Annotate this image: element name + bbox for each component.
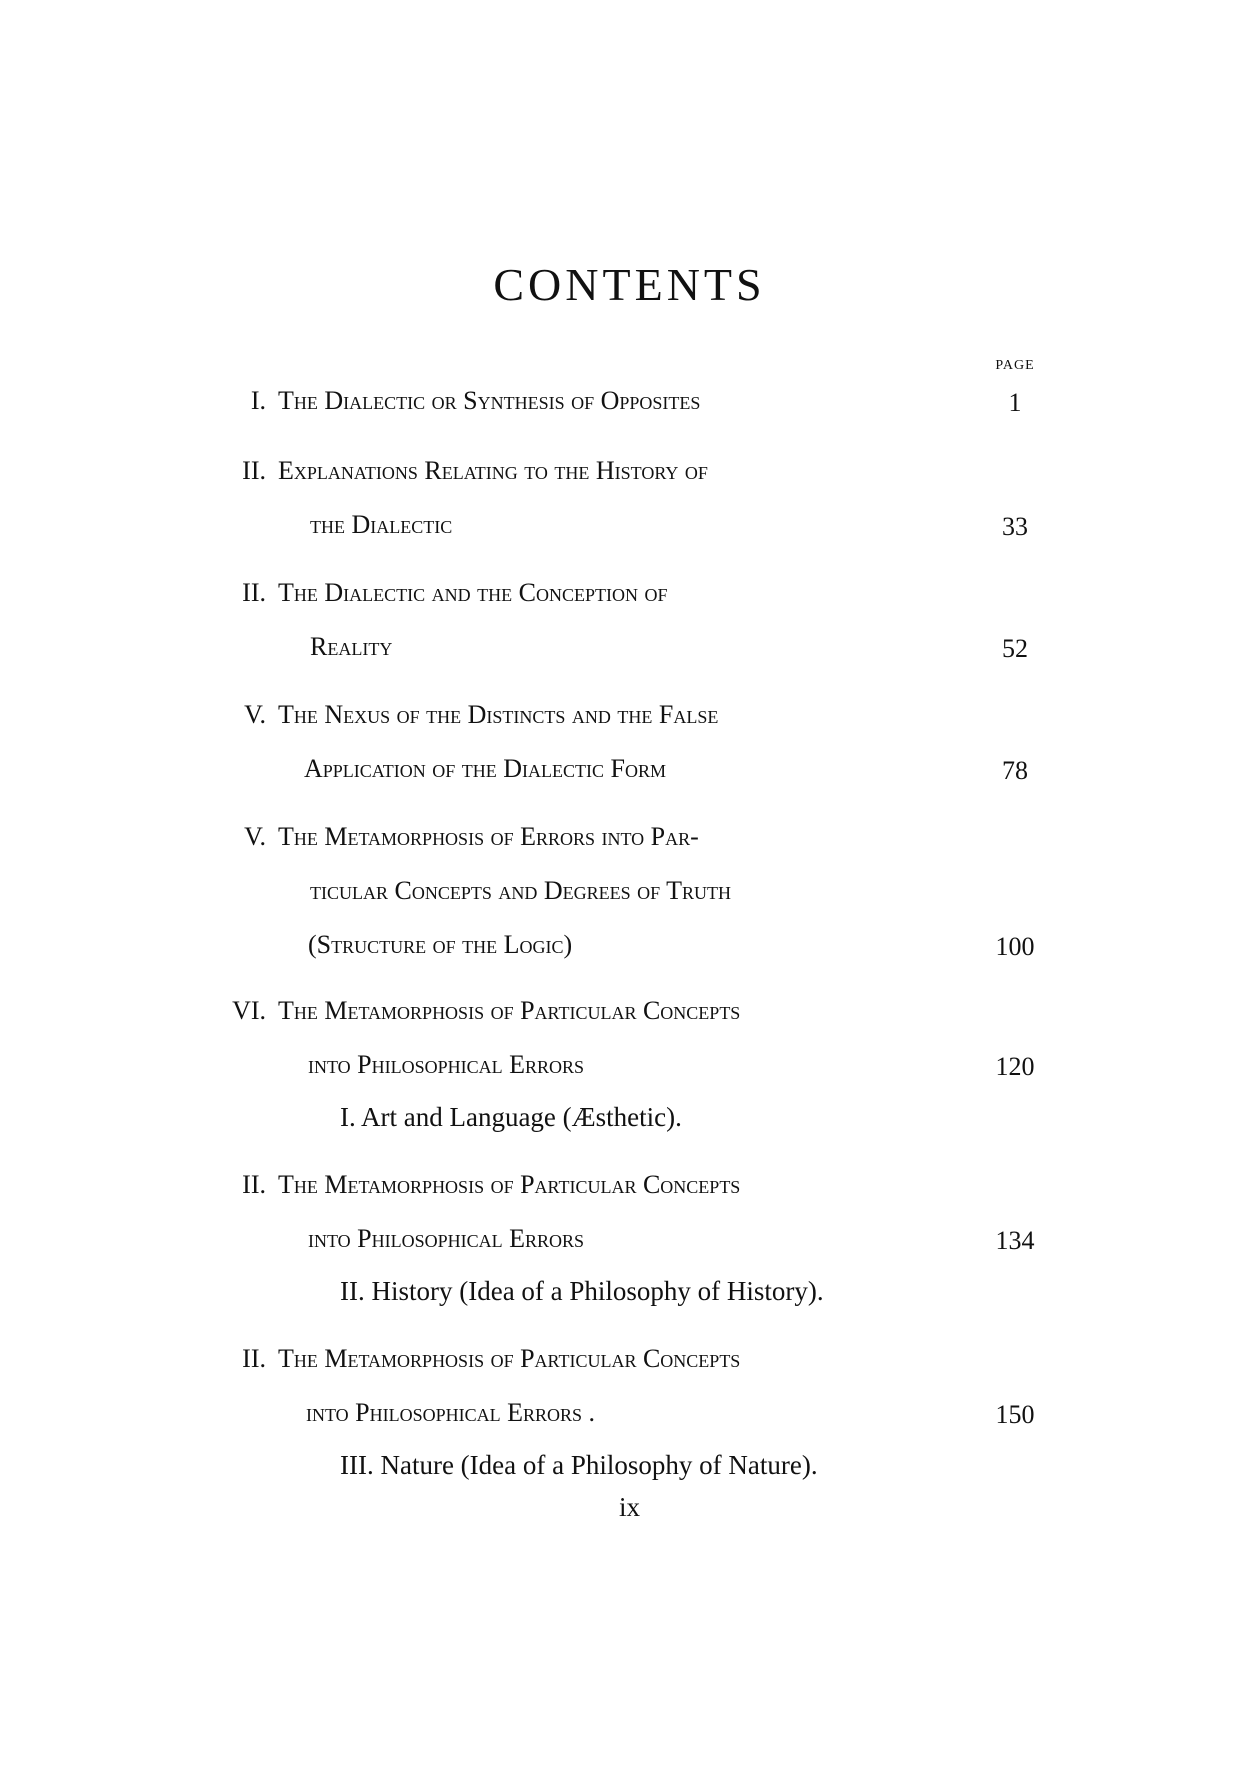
toc-entry-8-line-1: II. The Metamorphosis of Particular Concepts <box>214 1346 740 1372</box>
toc-entry-3-page: 52 <box>1002 634 1028 663</box>
toc-entry-3-line-2: Reality <box>310 632 393 661</box>
toc-entry-6-line-1: VI. The Metamorphosis of Particular Concepts <box>214 998 740 1024</box>
toc-entry-2-numeral: II. <box>242 456 266 485</box>
toc-entry-6-subtitle: I. Art and Language (Æsthetic). <box>340 1102 682 1132</box>
toc-entry-5-line-2: ticular Concepts and Degrees of Truth <box>310 876 732 905</box>
toc-entry-5-line-3: (Structure of the Logic) <box>308 930 573 959</box>
toc-entry-7-line-1: II. The Metamorphosis of Particular Concepts <box>214 1172 740 1198</box>
toc-entry-8-line-2: into Philosophical Errors . <box>306 1398 596 1427</box>
toc-entry-2-page: 33 <box>1002 512 1028 541</box>
page-title: CONTENTS <box>493 259 766 310</box>
toc-entry-3-line-1: II. The Dialectic and the Conception of <box>214 580 667 606</box>
toc-entry-4-line-1: V. The Nexus of the Distincts and the False <box>214 702 718 728</box>
toc-entry-6-line-2: into Philosophical Errors <box>308 1050 585 1079</box>
toc-entry-1-page: 1 <box>1008 388 1022 417</box>
toc-entry-1-numeral: I. <box>250 386 266 415</box>
toc-entry-6-page: 120 <box>995 1052 1035 1081</box>
toc-entry-5-line-1: V. The Metamorphosis of Errors into Par- <box>214 824 699 850</box>
toc-entry-7-page: 134 <box>995 1226 1035 1255</box>
toc-entry-5-page: 100 <box>995 932 1035 961</box>
toc-entry-2-line-1: II. Explanations Relating to the History of <box>214 458 964 484</box>
toc-entry-4-line-2: Application of the Dialectic Form <box>304 754 667 783</box>
toc-entry-7-line-2: into Philosophical Errors <box>308 1224 585 1253</box>
toc-entry-5-numeral: V. <box>244 822 266 851</box>
toc-entry-2-line-2: the Dialectic <box>310 510 453 539</box>
toc-entry-4-numeral: V. <box>244 700 266 729</box>
toc-entry-1-line-1: I. The Dialectic or Synthesis of Opposites <box>214 388 700 414</box>
page-column-header: PAGE <box>995 358 1035 373</box>
toc-entry-7-numeral: II. <box>242 1170 266 1199</box>
toc-entry-4-page: 78 <box>1002 756 1028 785</box>
toc-entry-8-numeral: II. <box>242 1344 266 1373</box>
toc-entry-3-numeral: II. <box>242 578 266 607</box>
toc-entry-6-numeral: VI. <box>232 996 266 1025</box>
page-folio: ix <box>618 1492 640 1522</box>
toc-entry-7-subtitle: II. History (Idea of a Philosophy of History). <box>340 1276 824 1306</box>
toc-entry-8-page: 150 <box>995 1400 1035 1429</box>
toc-entry-8-subtitle: III. Nature (Idea of a Philosophy of Nature). <box>340 1450 818 1480</box>
